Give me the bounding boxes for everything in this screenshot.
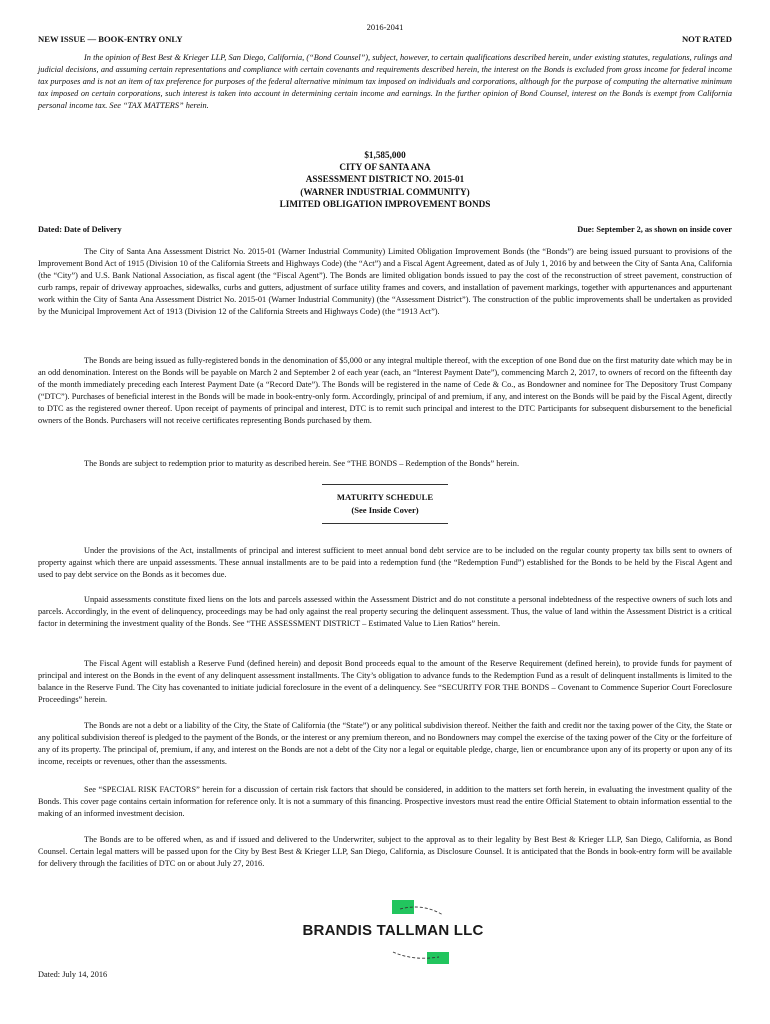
logo-green-block [427, 952, 449, 964]
district-name: ASSESSMENT DISTRICT NO. 2015-01 [305, 174, 465, 185]
document-number: 2016-2041 [366, 22, 404, 32]
paragraph-bonds-issuance: The City of Santa Ana Assessment District No. 2015-01 (Warner Industrial Community) Limited Obligation Improvement Bonds (the “Bonds”) are being issued pursuant to provisions of the Improvement Bond Act of 1915 (Division 10 of the California Streets and Highways Code) (the “Act”) and a Fiscal Agent Agreement, dated as of July 1, 2016 by and between the City of Santa Ana, California (the “City”) and U.S. Bank National Association, as fiscal agent (the “Fiscal Agent”). The Bonds are limited obligation bonds issued to pay the cost of the reconstruction of street pavement, construction of curb ramps, repair of driveway approaches, sidewalks, curbs and gutters, adjustment of surface utility frames and covers, and installation of pavement markings, together with appurtenances and appurtenant work within the City of Santa Ana Assessment District No. 2015-01 (Warner Industrial Community) (the “Assessment District”). The construction of the public improvements shall be undertaken as provided by the Municipal Improvement Act of 1913 (Division 12 of the California Streets and Highways Code) (the “1913 Act”). [38, 247, 732, 317]
paragraph-unpaid-assessments: Unpaid assessments constitute fixed liens on the lots and parcels assessed within the Assessment District and do not constitute a personal indebtedness of the respective owners of such lots and parcels. Accordingly, in the event of delinquency, proceedings may be had only against the real property securing the delinquent assessment. Thus, the value of land within the Assessment District is a critical factor in determining the investment quality of the Bonds. See “THE ASSESSMENT DISTRICT – Estimated Value to Lien Ratios” herein. [38, 595, 732, 629]
maturity-schedule-subtitle: (See Inside Cover) [351, 505, 419, 515]
paragraph-reserve-fund: The Fiscal Agent will establish a Reserve Fund (defined herein) and deposit Bond proceeds equal to the amount of the Reserve Requirement (defined herein), to provide funds for payment of principal and interest on the Bonds in the event of any delinquent assessment installments. The City’s obligation to advance funds to the Redemption Fund as a result of delinquent installments is limited to the balance in the Reserve Fund. The City has covenanted to initiate judicial foreclosure in the event of a delinquency. See “SECURITY FOR THE BONDS – Covenant to Commence Superior Court Foreclosure Proceedings” herein. [38, 659, 732, 705]
paragraph-offering: The Bonds are to be offered when, as and if issued and delivered to the Underwriter, subject to the approval as to their legality by Best Best & Krieger LLP, San Diego, California, as Bond Counsel. Certain legal matters will be passed upon for the City by Best Best & Krieger LLP, San Diego, California, as Disclosure Counsel. It is anticipated that the Bonds in book-entry form will be available for delivery through the facilities of DTC on or about July 27, 2016. [38, 835, 732, 869]
divider-line [322, 484, 448, 485]
underwriter-logo-text: BRANDIS TALLMAN LLC [302, 922, 484, 939]
bond-title-block [38, 149, 732, 210]
paragraph-bond-denomination: The Bonds are being issued as fully-registered bonds in the denomination of $5,000 or any integral multiple thereof, with the exception of one Bond due on the first maturity date which may be in an odd denomination. Interest on the Bonds will be payable on March 2 and September 2 of each year (each, an “Interest Payment Date”), commencing March 2, 2017, to owners of record on the fifteenth day of the month immediately preceding each Interest Payment Date (a “Record Date”). The Bonds will be registered in the name of Cede & Co., as Bondowner and nominee for The Depository Trust Company (“DTC”). Purchases of beneficial interest in the Bonds will be made in book-entry-only form. Accordingly, principal of and premium, if any, and interest on the Bonds will be paid by the Fiscal Agent, directly to DTC as the registered owner thereof. Upon receipt of payments of principal and interest, DTC is to remit such principal and interest to the DTC Participants for subsequent disbursement to the beneficial owners of the Bonds. Purchasers will not receive certificates representing Bonds purchased by them. [38, 356, 732, 426]
bond-counsel-opinion: In the opinion of Best Best & Krieger LLP, San Diego, California, (“Bond Counsel”), subject, however, to certain qualifications described herein, under existing statutes, regulations, rulings and judicial decisions, and assuming certain representations and compliance with certain covenants and requirements described herein, the interest on the Bonds is excluded from gross income for federal income tax purposes and is not an item of tax preference for purposes of the federal alternative minimum tax imposed on individuals and corporations, although for the purpose of computing the alternative minimum tax imposed on certain corporations, such interest is taken into account in determining certain income and earnings. In the further opinion of Bond Counsel, interest on the Bonds is exempt from California personal income tax. See “TAX MATTERS” herein. [38, 53, 732, 111]
paragraph-not-a-debt: The Bonds are not a debt or a liability of the City, the State of California (the “State”) or any political subdivision thereof. Neither the faith and credit nor the taxing power of the City, the State or any political subdivision thereof is pledged to the payment of the Bonds, or the interest or any premium thereon, and no Bondowners may compel the exercise of the taxing power of the City or the forfeiture of any of its property. The principal of, premium, if any, and interest on the Bonds are not a debt of the City nor a legal or equitable pledge, charge, lien or encumbrance upon any of its property or upon any of its income, receipts or revenues, other than the assessments. [38, 721, 732, 767]
divider-line [322, 523, 448, 524]
document-page [38, 0, 732, 1024]
bond-type: LIMITED OBLIGATION IMPROVEMENT BONDS [279, 198, 491, 209]
issuer-name: CITY OF SANTA ANA [339, 162, 431, 173]
maturity-schedule [38, 491, 732, 517]
due-date: Due: September 2, as shown on inside cover [577, 225, 732, 234]
issue-type: NEW ISSUE — BOOK-ENTRY ONLY [38, 34, 183, 44]
paragraph-risk-factors: See “SPECIAL RISK FACTORS” herein for a discussion of certain risk factors that should be considered, in addition to the matters set forth herein, in evaluating the investment quality of the Bonds. This cover page contains certain information for reference only. It is not a summary of this financing. Prospective investors must read the entire Official Statement to obtain information essential to the making of an informed investment decision. [38, 785, 732, 819]
district-subtitle: (WARNER INDUSTRIAL COMMUNITY) [300, 186, 470, 197]
paragraph-redemption: The Bonds are subject to redemption prior to maturity as described herein. See “THE BONDS – Redemption of the Bonds” herein. [84, 459, 520, 468]
dated-date: Dated: Date of Delivery [38, 225, 122, 234]
underwriter-logo [293, 897, 493, 967]
paragraph-installments: Under the provisions of the Act, installments of principal and interest sufficient to meet annual bond debt service are to be included on the regular county property tax bills sent to owners of property against which there are unpaid assessments. These annual installments are to be paid into a redemption fund (the “Redemption Fund”) established for the Bonds to be held by the Fiscal Agent and used to pay debt service on the Bonds as it becomes due. [38, 546, 732, 580]
document-date: Dated: July 14, 2016 [38, 970, 108, 979]
bond-amount: $1,585,000 [364, 150, 406, 160]
maturity-schedule-title: MATURITY SCHEDULE [336, 492, 434, 502]
rating-status: NOT RATED [681, 34, 732, 44]
